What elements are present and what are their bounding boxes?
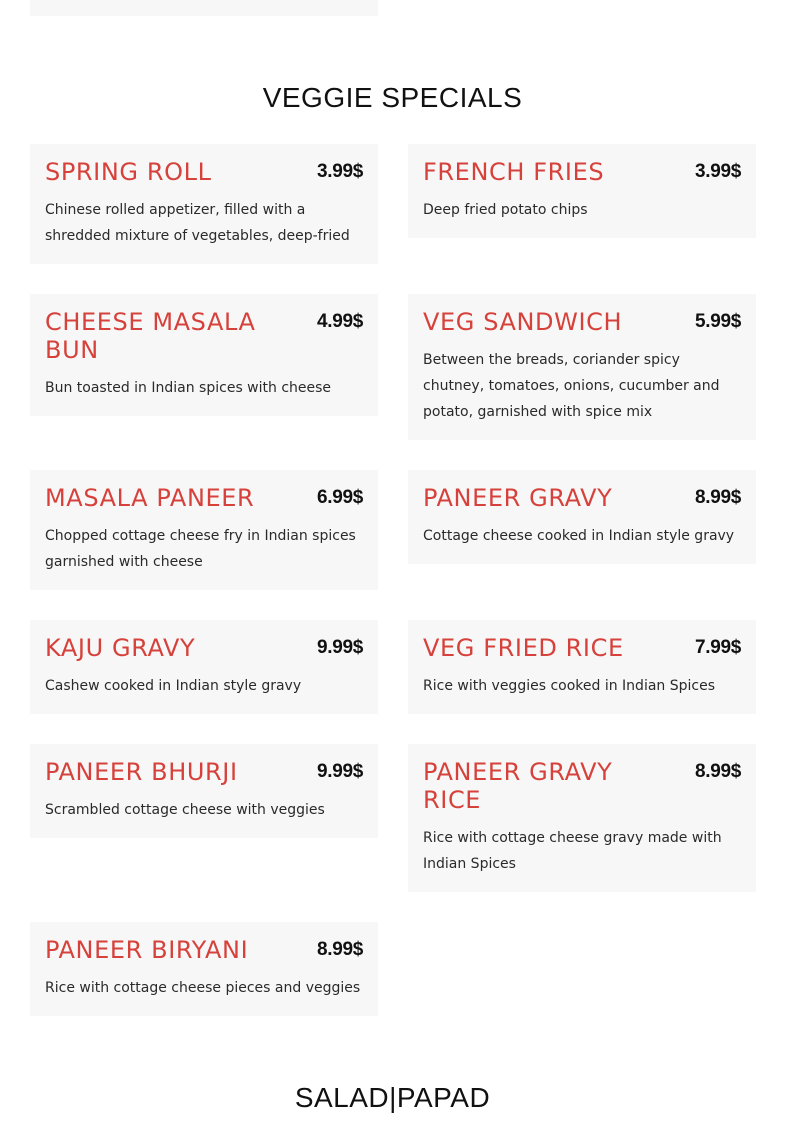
- menu-item-name: PANEER GRAVY RICE: [423, 758, 613, 814]
- menu-item-name: VEG FRIED RICE: [423, 634, 624, 662]
- menu-item-card[interactable]: [408, 294, 756, 440]
- menu-item-price: 7.99$: [694, 637, 741, 658]
- menu-item-card[interactable]: [30, 922, 378, 1016]
- menu-item-description: Cashew cooked in Indian style gravy: [45, 678, 302, 694]
- menu-item-card[interactable]: [30, 294, 378, 416]
- menu-item-price: 8.99$: [694, 487, 741, 508]
- section-title-veggie-specials: VEGGIE SPECIALS: [262, 82, 523, 113]
- menu-item-description: Rice with cottage cheese gravy made with Indian Spices: [423, 830, 722, 872]
- previous-menu-card: [30, 0, 378, 16]
- menu-item-card[interactable]: [408, 744, 756, 892]
- menu-item-price: 9.99$: [316, 637, 363, 658]
- menu-item-description: Bun toasted in Indian spices with cheese: [45, 380, 332, 396]
- menu-item-name: PANEER GRAVY: [423, 484, 613, 512]
- menu-item-name: VEG SANDWICH: [423, 308, 623, 336]
- menu-item-card[interactable]: [408, 144, 756, 238]
- menu-item-description: Cottage cheese cooked in Indian style gravy: [423, 528, 735, 544]
- menu-item-description: Deep fried potato chips: [423, 202, 588, 218]
- menu-item-description: Rice with cottage cheese pieces and veggies: [45, 980, 361, 996]
- menu-item-description: Chinese rolled appetizer, filled with a shredded mixture of vegetables, deep-fried: [45, 202, 350, 244]
- menu-item-card[interactable]: [30, 620, 378, 714]
- menu-item-price: 4.99$: [316, 311, 363, 332]
- menu-item-price: 5.99$: [694, 311, 741, 332]
- menu-item-price: 6.99$: [316, 487, 363, 508]
- menu-item-name: PANEER BIRYANI: [45, 936, 249, 964]
- menu-item-price: 8.99$: [316, 939, 363, 960]
- menu-item-name: MASALA PANEER: [45, 484, 255, 512]
- menu-item-card[interactable]: [408, 620, 756, 714]
- menu-item-name: SPRING ROLL: [45, 158, 212, 186]
- menu-item-name: PANEER BHURJI: [45, 758, 238, 786]
- menu-item-price: 3.99$: [694, 161, 741, 182]
- menu-item-description: Rice with veggies cooked in Indian Spices: [423, 678, 715, 694]
- menu-item-card[interactable]: [30, 744, 378, 838]
- menu-item-name: FRENCH FRIES: [423, 158, 605, 186]
- menu-item-price: 9.99$: [316, 761, 363, 782]
- menu-item-card[interactable]: [30, 470, 378, 590]
- section-title-salad-papad: SALAD|PAPAD: [294, 1082, 491, 1113]
- menu-item-card[interactable]: [408, 470, 756, 564]
- menu-item-price: 3.99$: [316, 161, 363, 182]
- menu-item-price: 8.99$: [694, 761, 741, 782]
- menu-item-name: KAJU GRAVY: [45, 634, 196, 662]
- menu-item-description: Chopped cottage cheese fry in Indian spices garnished with cheese: [45, 528, 356, 570]
- menu-item-description: Between the breads, coriander spicy chutney, tomatoes, onions, cucumber and potato, garnished with spice mix: [423, 352, 720, 420]
- menu-item-name: CHEESE MASALA BUN: [45, 308, 256, 364]
- menu-item-description: Scrambled cottage cheese with veggies: [45, 802, 325, 818]
- menu-item-card[interactable]: [30, 144, 378, 264]
